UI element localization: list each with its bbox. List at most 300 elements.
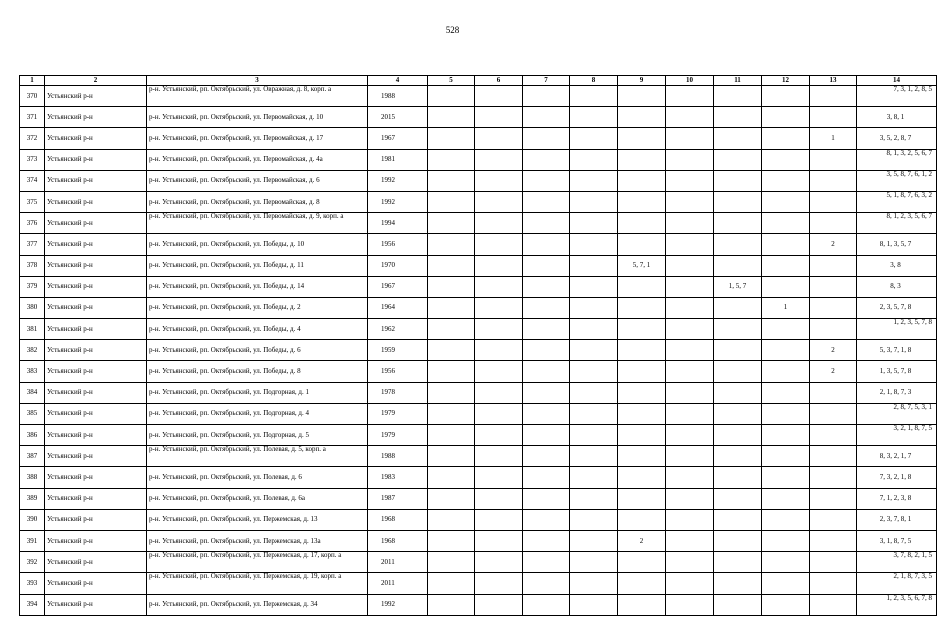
col13-cell [810,594,857,615]
column-header: 11 [714,76,762,86]
col11-cell [714,467,762,488]
col8-cell [570,361,618,382]
col6-cell [475,128,523,149]
col12-cell [762,213,810,234]
col7-cell [523,149,570,170]
col7-cell [523,594,570,615]
col10-cell [666,213,714,234]
col13-cell: 2 [810,234,857,255]
col8-cell [570,149,618,170]
column-header: 1 [20,76,45,86]
col5-cell [428,509,475,530]
address-cell: р-н. Устьянский, рп. Октябрьский, ул. Победы, д. 2 [147,297,368,318]
year-cell: 1994 [368,213,428,234]
col14-cell: 3, 2, 1, 8, 7, 5 [857,425,937,446]
district-cell: Устьянский р-н [45,255,147,276]
year-cell: 1983 [368,467,428,488]
row-number-cell: 382 [20,340,45,361]
col13-cell [810,86,857,107]
row-number-cell: 370 [20,86,45,107]
col5-cell [428,107,475,128]
col11-cell [714,255,762,276]
col10-cell [666,107,714,128]
col10-cell [666,340,714,361]
col6-cell [475,403,523,424]
col11-cell [714,361,762,382]
year-cell: 1970 [368,255,428,276]
col5-cell [428,530,475,551]
table-row [20,255,937,276]
col7-cell [523,467,570,488]
row-number-cell: 384 [20,382,45,403]
col7-cell [523,107,570,128]
col12-cell [762,446,810,467]
row-number-cell: 372 [20,128,45,149]
col11-cell [714,297,762,318]
col6-cell [475,552,523,573]
col13-cell [810,425,857,446]
col11-cell [714,530,762,551]
address-cell: р-н. Устьянский, рп. Октябрьский, ул. Полевая, д. 6а [147,488,368,509]
col14-cell: 8, 3, 2, 1, 7 [857,446,937,467]
col11-cell [714,446,762,467]
col14-cell: 3, 5, 8, 7, 6, 1, 2 [857,170,937,191]
col14-cell: 5, 1, 8, 7, 6, 3, 2 [857,191,937,212]
col6-cell [475,170,523,191]
col7-cell [523,255,570,276]
col13-cell [810,488,857,509]
table-row [20,594,937,615]
row-number-cell: 388 [20,467,45,488]
col9-cell [618,276,666,297]
col13-cell [810,276,857,297]
district-cell: Устьянский р-н [45,213,147,234]
row-number-cell: 374 [20,170,45,191]
column-header: 7 [523,76,570,86]
col11-cell [714,552,762,573]
col9-cell [618,403,666,424]
year-cell: 1979 [368,403,428,424]
table-row [20,446,937,467]
col9-cell [618,107,666,128]
address-cell: р-н. Устьянский, рп. Октябрьский, ул. Пержемская, д. 34 [147,594,368,615]
page-number: 528 [445,25,460,35]
col12-cell [762,594,810,615]
column-header: 12 [762,76,810,86]
table-row [20,149,937,170]
col14-cell: 3, 8 [857,255,937,276]
col8-cell [570,213,618,234]
col10-cell [666,382,714,403]
district-cell: Устьянский р-н [45,276,147,297]
district-cell: Устьянский р-н [45,149,147,170]
col13-cell [810,319,857,340]
table-row [20,107,937,128]
column-header: 5 [428,76,475,86]
col6-cell [475,573,523,594]
row-number-cell: 385 [20,403,45,424]
district-cell: Устьянский р-н [45,594,147,615]
year-cell: 1964 [368,297,428,318]
col6-cell [475,446,523,467]
district-cell: Устьянский р-н [45,403,147,424]
col13-cell [810,573,857,594]
col11-cell [714,191,762,212]
column-header: 2 [45,76,147,86]
col10-cell [666,425,714,446]
row-number-cell: 376 [20,213,45,234]
col9-cell [618,170,666,191]
col8-cell [570,170,618,191]
col6-cell [475,425,523,446]
year-cell: 1981 [368,149,428,170]
district-cell: Устьянский р-н [45,552,147,573]
year-cell: 1968 [368,530,428,551]
col13-cell [810,297,857,318]
col7-cell [523,552,570,573]
col6-cell [475,213,523,234]
row-number-cell: 381 [20,319,45,340]
col8-cell [570,467,618,488]
col9-cell [618,340,666,361]
col10-cell [666,128,714,149]
col9-cell [618,425,666,446]
col13-cell [810,170,857,191]
col14-cell: 2, 3, 7, 8, 1 [857,509,937,530]
col10-cell [666,467,714,488]
address-cell: р-н. Устьянский, рп. Октябрьский, ул. Подгорная, д. 4 [147,403,368,424]
address-cell: р-н. Устьянский, рп. Октябрьский, ул. Первомайская, д. 9, корп. а [147,213,368,234]
col13-cell [810,382,857,403]
col14-cell: 2, 3, 5, 7, 8 [857,297,937,318]
col11-cell [714,573,762,594]
col9-cell: 2 [618,530,666,551]
address-cell: р-н. Устьянский, рп. Октябрьский, ул. Первомайская, д. 6 [147,170,368,191]
col8-cell [570,191,618,212]
col11-cell [714,86,762,107]
col13-cell [810,446,857,467]
address-cell: р-н. Устьянский, рп. Октябрьский, ул. Первомайская, д. 17 [147,128,368,149]
address-cell: р-н. Устьянский, рп. Октябрьский, ул. Победы, д. 14 [147,276,368,297]
address-cell: р-н. Устьянский, рп. Октябрьский, ул. Полевая, д. 5, корп. а [147,446,368,467]
col6-cell [475,530,523,551]
col14-cell: 3, 7, 8, 2, 1, 5 [857,552,937,573]
table-row [20,340,937,361]
col9-cell [618,509,666,530]
col14-cell: 2, 1, 8, 7, 3 [857,382,937,403]
col14-cell: 8, 3 [857,276,937,297]
table-row [20,86,937,107]
col5-cell [428,234,475,255]
header-row [20,76,937,86]
table-row [20,488,937,509]
col11-cell [714,319,762,340]
table-row [20,509,937,530]
col13-cell: 2 [810,361,857,382]
col13-cell [810,255,857,276]
year-cell: 1979 [368,425,428,446]
row-number-cell: 383 [20,361,45,382]
col8-cell [570,107,618,128]
address-cell: р-н. Устьянский, рп. Октябрьский, ул. Победы, д. 11 [147,255,368,276]
col14-cell: 8, 1, 3, 2, 5, 6, 7 [857,149,937,170]
col6-cell [475,361,523,382]
col14-cell: 1, 2, 3, 5, 6, 7, 8 [857,594,937,615]
col5-cell [428,552,475,573]
col5-cell [428,128,475,149]
col14-cell: 8, 1, 3, 5, 7 [857,234,937,255]
col9-cell [618,446,666,467]
col10-cell [666,361,714,382]
col12-cell [762,467,810,488]
col7-cell [523,234,570,255]
col5-cell [428,149,475,170]
col8-cell [570,509,618,530]
year-cell: 2011 [368,573,428,594]
col6-cell [475,382,523,403]
col10-cell [666,552,714,573]
col8-cell [570,446,618,467]
table-row [20,128,937,149]
district-cell: Устьянский р-н [45,340,147,361]
col12-cell [762,319,810,340]
col9-cell [618,361,666,382]
col6-cell [475,86,523,107]
col7-cell [523,446,570,467]
col13-cell [810,467,857,488]
col5-cell [428,170,475,191]
col9-cell [618,128,666,149]
col8-cell [570,488,618,509]
col11-cell [714,509,762,530]
district-cell: Устьянский р-н [45,297,147,318]
col12-cell [762,191,810,212]
col9-cell [618,191,666,212]
district-cell: Устьянский р-н [45,170,147,191]
col11-cell: 1, 5, 7 [714,276,762,297]
year-cell: 1967 [368,276,428,297]
col8-cell [570,403,618,424]
col10-cell [666,594,714,615]
table-row [20,297,937,318]
year-cell: 1988 [368,446,428,467]
col7-cell [523,128,570,149]
col9-cell [618,382,666,403]
table-row [20,552,937,573]
row-number-cell: 380 [20,297,45,318]
col11-cell [714,425,762,446]
col5-cell [428,319,475,340]
col5-cell [428,467,475,488]
address-cell: р-н. Устьянский, рп. Октябрьский, ул. Первомайская, д. 4а [147,149,368,170]
col7-cell [523,340,570,361]
district-cell: Устьянский р-н [45,319,147,340]
col14-cell: 8, 1, 2, 3, 5, 6, 7 [857,213,937,234]
col12-cell [762,488,810,509]
col8-cell [570,255,618,276]
row-number-cell: 392 [20,552,45,573]
col10-cell [666,149,714,170]
col13-cell [810,149,857,170]
col5-cell [428,425,475,446]
col12-cell: 1 [762,297,810,318]
col8-cell [570,234,618,255]
address-cell: р-н. Устьянский, рп. Октябрьский, ул. Овражная, д. 8, корп. а [147,86,368,107]
table-row [20,234,937,255]
row-number-cell: 378 [20,255,45,276]
col7-cell [523,297,570,318]
col12-cell [762,382,810,403]
col7-cell [523,573,570,594]
col10-cell [666,234,714,255]
col10-cell [666,276,714,297]
col6-cell [475,594,523,615]
col11-cell [714,149,762,170]
col12-cell [762,255,810,276]
row-number-cell: 375 [20,191,45,212]
col10-cell [666,509,714,530]
address-cell: р-н. Устьянский, рп. Октябрьский, ул. Пержемская, д. 13а [147,530,368,551]
district-cell: Устьянский р-н [45,382,147,403]
col12-cell [762,573,810,594]
col11-cell [714,107,762,128]
district-cell: Устьянский р-н [45,86,147,107]
year-cell: 1992 [368,191,428,212]
col9-cell [618,234,666,255]
column-header: 10 [666,76,714,86]
col6-cell [475,467,523,488]
col10-cell [666,530,714,551]
col9-cell [618,149,666,170]
col7-cell [523,213,570,234]
col8-cell [570,86,618,107]
col5-cell [428,594,475,615]
year-cell: 2015 [368,107,428,128]
col5-cell [428,86,475,107]
district-cell: Устьянский р-н [45,488,147,509]
col13-cell [810,191,857,212]
col14-cell: 5, 3, 7, 1, 8 [857,340,937,361]
address-cell: р-н. Устьянский, рп. Октябрьский, ул. Пержемская, д. 17, корп. а [147,552,368,573]
col13-cell [810,403,857,424]
col7-cell [523,403,570,424]
address-cell: р-н. Устьянский, рп. Октябрьский, ул. Победы, д. 8 [147,361,368,382]
col12-cell [762,403,810,424]
address-cell: р-н. Устьянский, рп. Октябрьский, ул. Первомайская, д. 8 [147,191,368,212]
col10-cell [666,403,714,424]
column-header: 8 [570,76,618,86]
col10-cell [666,573,714,594]
col14-cell: 7, 3, 2, 1, 8 [857,467,937,488]
year-cell: 1967 [368,128,428,149]
col5-cell [428,403,475,424]
col13-cell [810,530,857,551]
col10-cell [666,86,714,107]
col7-cell [523,488,570,509]
row-number-cell: 386 [20,425,45,446]
district-cell: Устьянский р-н [45,107,147,128]
address-cell: р-н. Устьянский, рп. Октябрьский, ул. Первомайская, д. 10 [147,107,368,128]
col12-cell [762,234,810,255]
col12-cell [762,530,810,551]
address-cell: р-н. Устьянский, рп. Октябрьский, ул. Пержемская, д. 19, корп. а [147,573,368,594]
col9-cell [618,297,666,318]
col8-cell [570,552,618,573]
district-cell: Устьянский р-н [45,467,147,488]
row-number-cell: 371 [20,107,45,128]
col11-cell [714,403,762,424]
col7-cell [523,86,570,107]
row-number-cell: 394 [20,594,45,615]
col9-cell [618,467,666,488]
col14-cell: 2, 8, 7, 5, 3, 1 [857,403,937,424]
col14-cell: 7, 1, 2, 3, 8 [857,488,937,509]
col11-cell [714,488,762,509]
col5-cell [428,446,475,467]
col6-cell [475,488,523,509]
col7-cell [523,425,570,446]
col7-cell [523,509,570,530]
col12-cell [762,107,810,128]
col10-cell [666,319,714,340]
district-cell: Устьянский р-н [45,425,147,446]
col9-cell [618,594,666,615]
col8-cell [570,128,618,149]
col5-cell [428,361,475,382]
col12-cell [762,552,810,573]
col8-cell [570,297,618,318]
year-cell: 1959 [368,340,428,361]
col12-cell [762,86,810,107]
housing-registry-table [19,75,937,616]
col13-cell: 2 [810,340,857,361]
col7-cell [523,170,570,191]
column-header: 3 [147,76,368,86]
col12-cell [762,170,810,191]
column-header: 4 [368,76,428,86]
column-header: 6 [475,76,523,86]
col8-cell [570,340,618,361]
col12-cell [762,276,810,297]
year-cell: 1962 [368,319,428,340]
col6-cell [475,340,523,361]
col14-cell: 1, 3, 5, 7, 8 [857,361,937,382]
col7-cell [523,191,570,212]
col10-cell [666,170,714,191]
col11-cell [714,382,762,403]
col12-cell [762,128,810,149]
year-cell: 2011 [368,552,428,573]
district-cell: Устьянский р-н [45,361,147,382]
col8-cell [570,319,618,340]
year-cell: 1956 [368,361,428,382]
district-cell: Устьянский р-н [45,530,147,551]
district-cell: Устьянский р-н [45,234,147,255]
row-number-cell: 373 [20,149,45,170]
district-cell: Устьянский р-н [45,128,147,149]
table-row [20,170,937,191]
table-row [20,319,937,340]
col9-cell [618,86,666,107]
table-row [20,573,937,594]
address-cell: р-н. Устьянский, рп. Октябрьский, ул. Победы, д. 4 [147,319,368,340]
address-cell: р-н. Устьянский, рп. Октябрьский, ул. Победы, д. 10 [147,234,368,255]
col6-cell [475,234,523,255]
col11-cell [714,170,762,191]
district-cell: Устьянский р-н [45,509,147,530]
col10-cell [666,488,714,509]
col9-cell [618,213,666,234]
